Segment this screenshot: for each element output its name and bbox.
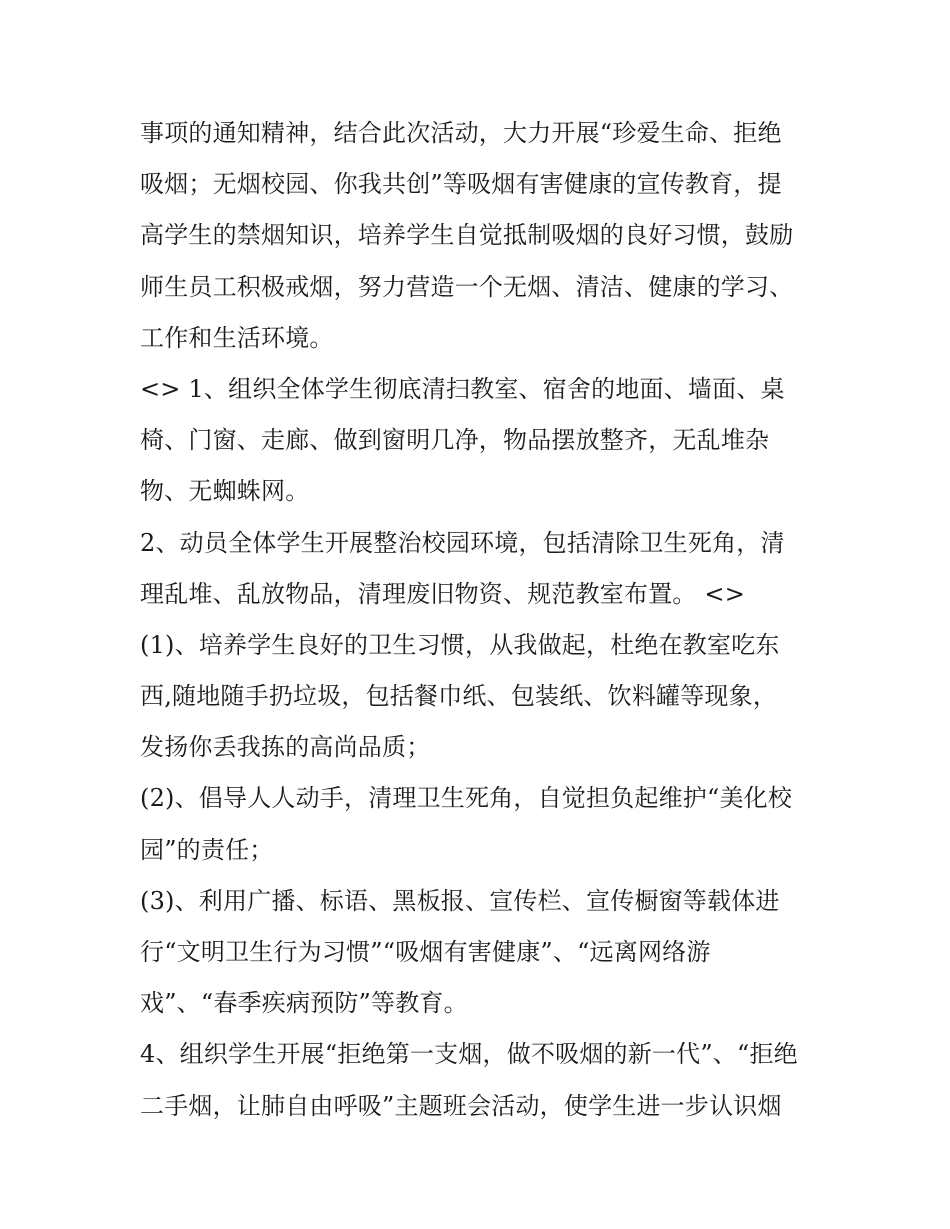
text-line-17: 行“文明卫生行为习惯”“吸烟有害健康”、“远离网络游 xyxy=(140,938,711,966)
text-line-15: 园”的责任； xyxy=(140,835,274,864)
text-line-2: 吸烟；无烟校园、你我共创”等吸烟有害健康的宣传教育，提 xyxy=(140,170,782,199)
text-line-18: 戏”、“春季疾病预防”等教育。 xyxy=(140,989,468,1018)
text-line-3: 高学生的禁烟知识，培养学生自觉抵制吸烟的良好习惯，鼓励 xyxy=(140,221,794,250)
text-line-12: 西,随地随手扔垃圾，包括餐巾纸、包装纸、饮料罐等现象， xyxy=(140,682,778,711)
text-line-6: <> 1、组织全体学生彻底清扫教室、宿舍的地面、墙面、桌 xyxy=(140,374,785,403)
text-line-14: (2)、倡导人人动手，清理卫生死角，自觉担负起维护“美化校 xyxy=(140,784,793,813)
text-line-7: 椅、门窗、走廊、做到窗明几净，物品摆放整齐，无乱堆杂 xyxy=(140,426,770,455)
text-line-16: (3)、利用广播、标语、黑板报、宣传栏、宣传橱窗等载体进 xyxy=(140,886,780,915)
text-line-10: 理乱堆、乱放物品，清理废旧物资、规范教室布置。 <> xyxy=(140,579,746,608)
text-line-13: 发扬你丢我拣的高尚品质； xyxy=(140,733,431,762)
body-text xyxy=(140,108,830,1132)
text-line-20: 二手烟，让肺自由呼吸”主题班会活动，使学生进一步认识烟 xyxy=(140,1091,782,1120)
text-line-19: 4、组织学生开展“拒绝第一支烟，做不吸烟的新一代”、“拒绝 xyxy=(140,1040,798,1069)
text-line-4: 师生员工积极戒烟，努力营造一个无烟、清洁、健康的学习、 xyxy=(140,272,794,301)
text-line-5: 工作和生活环境。 xyxy=(140,323,334,352)
text-line-9: 2、动员全体学生开展整治校园环境，包括清除卫生死角，清 xyxy=(140,528,785,557)
text-line-11: (1)、培养学生良好的卫生习惯，从我做起，杜绝在教室吃东 xyxy=(140,630,780,659)
text-line-8: 物、无蜘蛛网。 xyxy=(140,477,310,506)
text-line-1: 事项的通知精神，结合此次活动，大力开展“珍爱生命、拒绝 xyxy=(140,119,782,147)
